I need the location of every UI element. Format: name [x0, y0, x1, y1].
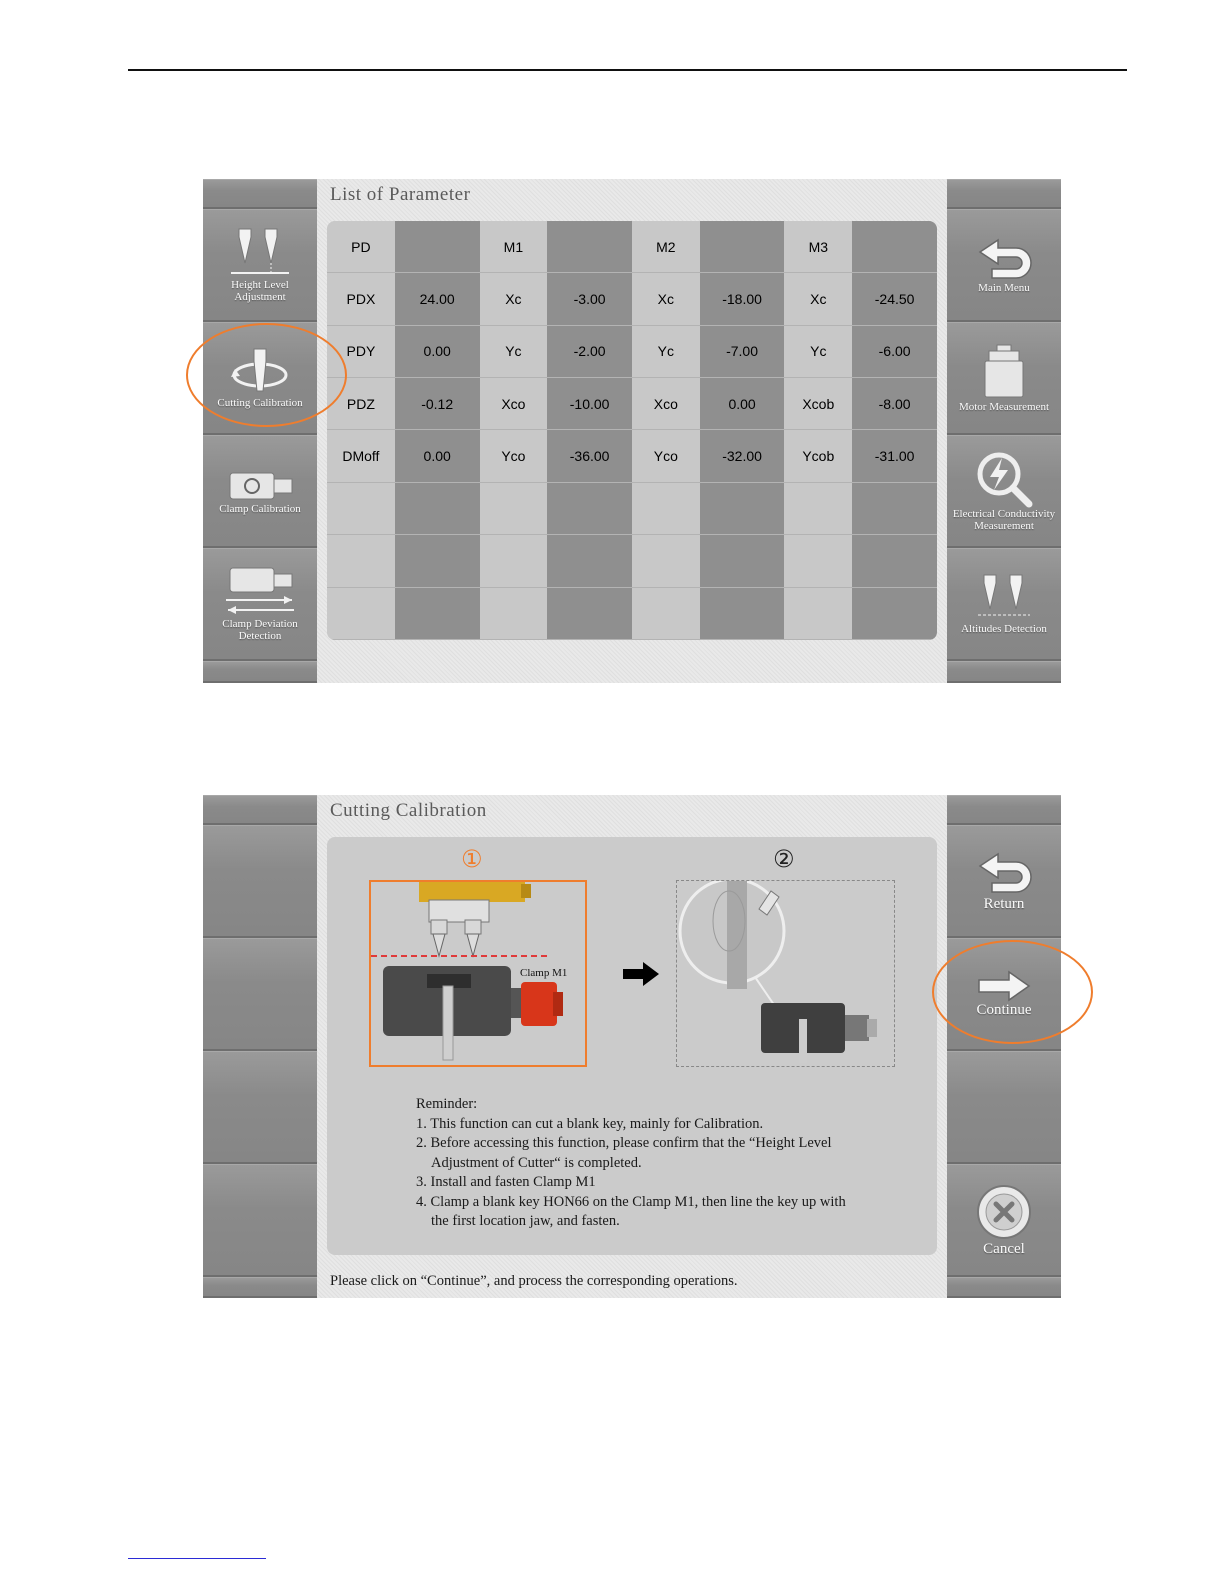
param-value-cell [700, 221, 785, 273]
sidebar-spacer-bottom [203, 1277, 317, 1298]
param-label-cell [327, 587, 395, 639]
altitudes-detection-button[interactable] [947, 548, 1061, 661]
param-value-cell: -3.00 [547, 273, 632, 325]
sidebar-item-label: Main Menu [978, 282, 1030, 294]
reminder-line: 2. Before accessing this function, please confirm that the “Height Level [416, 1135, 832, 1151]
param-value-cell: 0.00 [395, 430, 480, 482]
next-step-arrow-icon [623, 962, 659, 991]
sidebar-item-label: Cutting Calibration [217, 397, 303, 409]
param-value-cell [547, 587, 632, 639]
table-row [327, 325, 937, 377]
param-value-cell: 0.00 [395, 325, 480, 377]
return-arrow-icon [974, 236, 1034, 282]
param-label-cell: Yco [480, 430, 548, 482]
param-value-cell: -0.12 [395, 378, 480, 430]
param-label-cell: Xc [632, 273, 700, 325]
param-label-cell [327, 482, 395, 534]
param-value-cell [852, 482, 937, 534]
param-label-cell: Yc [632, 325, 700, 377]
param-value-cell [700, 587, 785, 639]
instruction-panel [327, 837, 937, 1255]
height-level-icon [229, 227, 291, 279]
param-label-cell: Xco [480, 378, 548, 430]
table-row [327, 430, 937, 482]
param-label-cell [784, 587, 852, 639]
footer-link-underline [128, 1558, 266, 1559]
param-label-cell: Xco [632, 378, 700, 430]
param-value-cell: -36.00 [547, 430, 632, 482]
param-label-cell [632, 482, 700, 534]
lightning-magnifier-icon [974, 450, 1034, 508]
parameter-content-area [317, 179, 947, 683]
param-label-cell: Xcob [784, 378, 852, 430]
page-header-rule [128, 69, 1127, 71]
param-value-cell [852, 587, 937, 639]
param-label-cell: M2 [632, 221, 700, 273]
param-label-cell: Ycob [784, 430, 852, 482]
sidebar-item-label: Height Level Adjustment [231, 279, 289, 303]
param-label-cell [480, 587, 548, 639]
param-label-cell [632, 587, 700, 639]
sidebar-spacer-top [203, 179, 317, 209]
table-row [327, 587, 937, 639]
right-arrow-icon [977, 970, 1031, 1002]
param-label-cell: Xc [480, 273, 548, 325]
parameter-table [327, 221, 937, 640]
param-value-cell [547, 482, 632, 534]
parameter-list-screen [203, 179, 1061, 683]
param-value-cell [547, 221, 632, 273]
parameter-panel [327, 221, 937, 640]
reminder-line: 1. This function can cut a blank key, mainly for Calibration. [416, 1115, 764, 1132]
param-label-cell: M1 [480, 221, 548, 273]
reminder-line: the first location jaw, and fasten. [431, 1213, 620, 1229]
param-value-cell: -18.00 [700, 273, 785, 325]
param-label-cell: Xc [784, 273, 852, 325]
param-label-cell [327, 535, 395, 587]
param-value-cell: -24.50 [852, 273, 937, 325]
right-sidebar [947, 179, 1061, 683]
param-value-cell [852, 221, 937, 273]
param-value-cell [395, 535, 480, 587]
sidebar-item-label: Motor Measurement [958, 401, 1050, 413]
table-row [327, 482, 937, 534]
height-level-adjustment-button[interactable] [203, 209, 317, 322]
param-value-cell: -31.00 [852, 430, 937, 482]
sidebar-empty-slot [203, 1164, 317, 1277]
sidebar-spacer-bottom [947, 661, 1061, 683]
return-button[interactable] [947, 825, 1061, 938]
reminder-line: 4. Clamp a blank key HON66 on the Clamp M1, then line the key up with [416, 1193, 846, 1210]
param-value-cell [852, 535, 937, 587]
cutting-calibration-icon [227, 347, 293, 397]
param-label-cell: M3 [784, 221, 852, 273]
table-row [327, 535, 937, 587]
param-value-cell: -10.00 [547, 378, 632, 430]
footer-instruction: Please click on “Continue”, and process the corresponding operations. [330, 1273, 738, 1289]
page-title: List of Parameter [330, 184, 471, 205]
left-sidebar [203, 179, 317, 683]
param-label-cell: Yc [480, 325, 548, 377]
reminder-heading: Reminder: [416, 1096, 478, 1112]
sidebar-empty-slot [203, 825, 317, 938]
sidebar-spacer-top [203, 795, 317, 825]
clamp-calibration-button[interactable] [203, 435, 317, 548]
sidebar-item-label: Continue [976, 1001, 1032, 1018]
calibration-content-area [317, 795, 947, 1298]
param-label-cell [784, 482, 852, 534]
motor-icon [981, 343, 1027, 401]
continue-button[interactable] [947, 938, 1061, 1051]
param-value-cell: -32.00 [700, 430, 785, 482]
sidebar-item-label: Altitudes Detection [961, 623, 1047, 635]
param-value-cell [395, 587, 480, 639]
clamp-m1-label: Clamp M1 [520, 967, 568, 979]
left-sidebar [203, 795, 317, 1298]
sidebar-empty-slot [947, 1051, 1061, 1164]
clamp-deviation-detection-button[interactable] [203, 548, 317, 661]
sidebar-spacer-top [947, 795, 1061, 825]
sidebar-spacer-top [947, 179, 1061, 209]
param-label-cell: Yco [632, 430, 700, 482]
step-1-number: ① [461, 845, 483, 873]
param-value-cell: -6.00 [852, 325, 937, 377]
param-value-cell: 24.00 [395, 273, 480, 325]
param-value-cell [700, 482, 785, 534]
clamp-calibration-icon [224, 467, 296, 503]
param-value-cell [700, 535, 785, 587]
clamp-deviation-icon [222, 566, 298, 618]
param-label-cell: PDY [327, 325, 395, 377]
param-value-cell: -2.00 [547, 325, 632, 377]
sidebar-item-label: Electrical Conductivity Measurement [952, 508, 1056, 532]
param-label-cell: PDX [327, 273, 395, 325]
param-value-cell: -8.00 [852, 378, 937, 430]
reminder-text [416, 1095, 846, 1232]
param-label-cell: PDZ [327, 378, 395, 430]
clamp-m1-label-wrap [520, 963, 567, 981]
param-label-cell [632, 535, 700, 587]
param-label-cell: PD [327, 221, 395, 273]
sidebar-item-label: Return [983, 895, 1025, 912]
sidebar-item-label: Clamp Calibration [219, 503, 301, 515]
table-row [327, 273, 937, 325]
step-2-illustration [676, 880, 895, 1067]
param-value-cell [547, 535, 632, 587]
return-arrow-icon [974, 850, 1034, 896]
altitude-icon [976, 573, 1032, 623]
electrical-conductivity-measurement-button[interactable] [947, 435, 1061, 548]
sidebar-empty-slot [203, 938, 317, 1051]
cancel-button[interactable] [947, 1164, 1061, 1277]
table-row [327, 221, 937, 273]
param-label-cell [480, 535, 548, 587]
page-title: Cutting Calibration [330, 800, 487, 821]
main-menu-button[interactable] [947, 209, 1061, 322]
sidebar-item-label: Cancel [983, 1240, 1025, 1257]
param-value-cell: -7.00 [700, 325, 785, 377]
motor-measurement-button[interactable] [947, 322, 1061, 435]
sidebar-spacer-bottom [947, 1277, 1061, 1298]
sidebar-item-label: Clamp Deviation Detection [222, 618, 298, 642]
param-value-cell: 0.00 [700, 378, 785, 430]
param-label-cell: Yc [784, 325, 852, 377]
right-sidebar [947, 795, 1061, 1298]
param-label-cell [784, 535, 852, 587]
param-value-cell [395, 482, 480, 534]
param-value-cell [395, 221, 480, 273]
reminder-line: 3. Install and fasten Clamp M1 [416, 1174, 596, 1190]
param-label-cell: DMoff [327, 430, 395, 482]
param-label-cell [480, 482, 548, 534]
cutting-calibration-screen [203, 795, 1061, 1298]
step-2-number: ② [773, 845, 795, 873]
table-row [327, 378, 937, 430]
reminder-line: Adjustment of Cutter“ is completed. [431, 1154, 642, 1171]
sidebar-empty-slot [203, 1051, 317, 1164]
cancel-x-icon [975, 1183, 1033, 1241]
sidebar-spacer-bottom [203, 661, 317, 683]
cutting-calibration-button[interactable] [203, 322, 317, 435]
